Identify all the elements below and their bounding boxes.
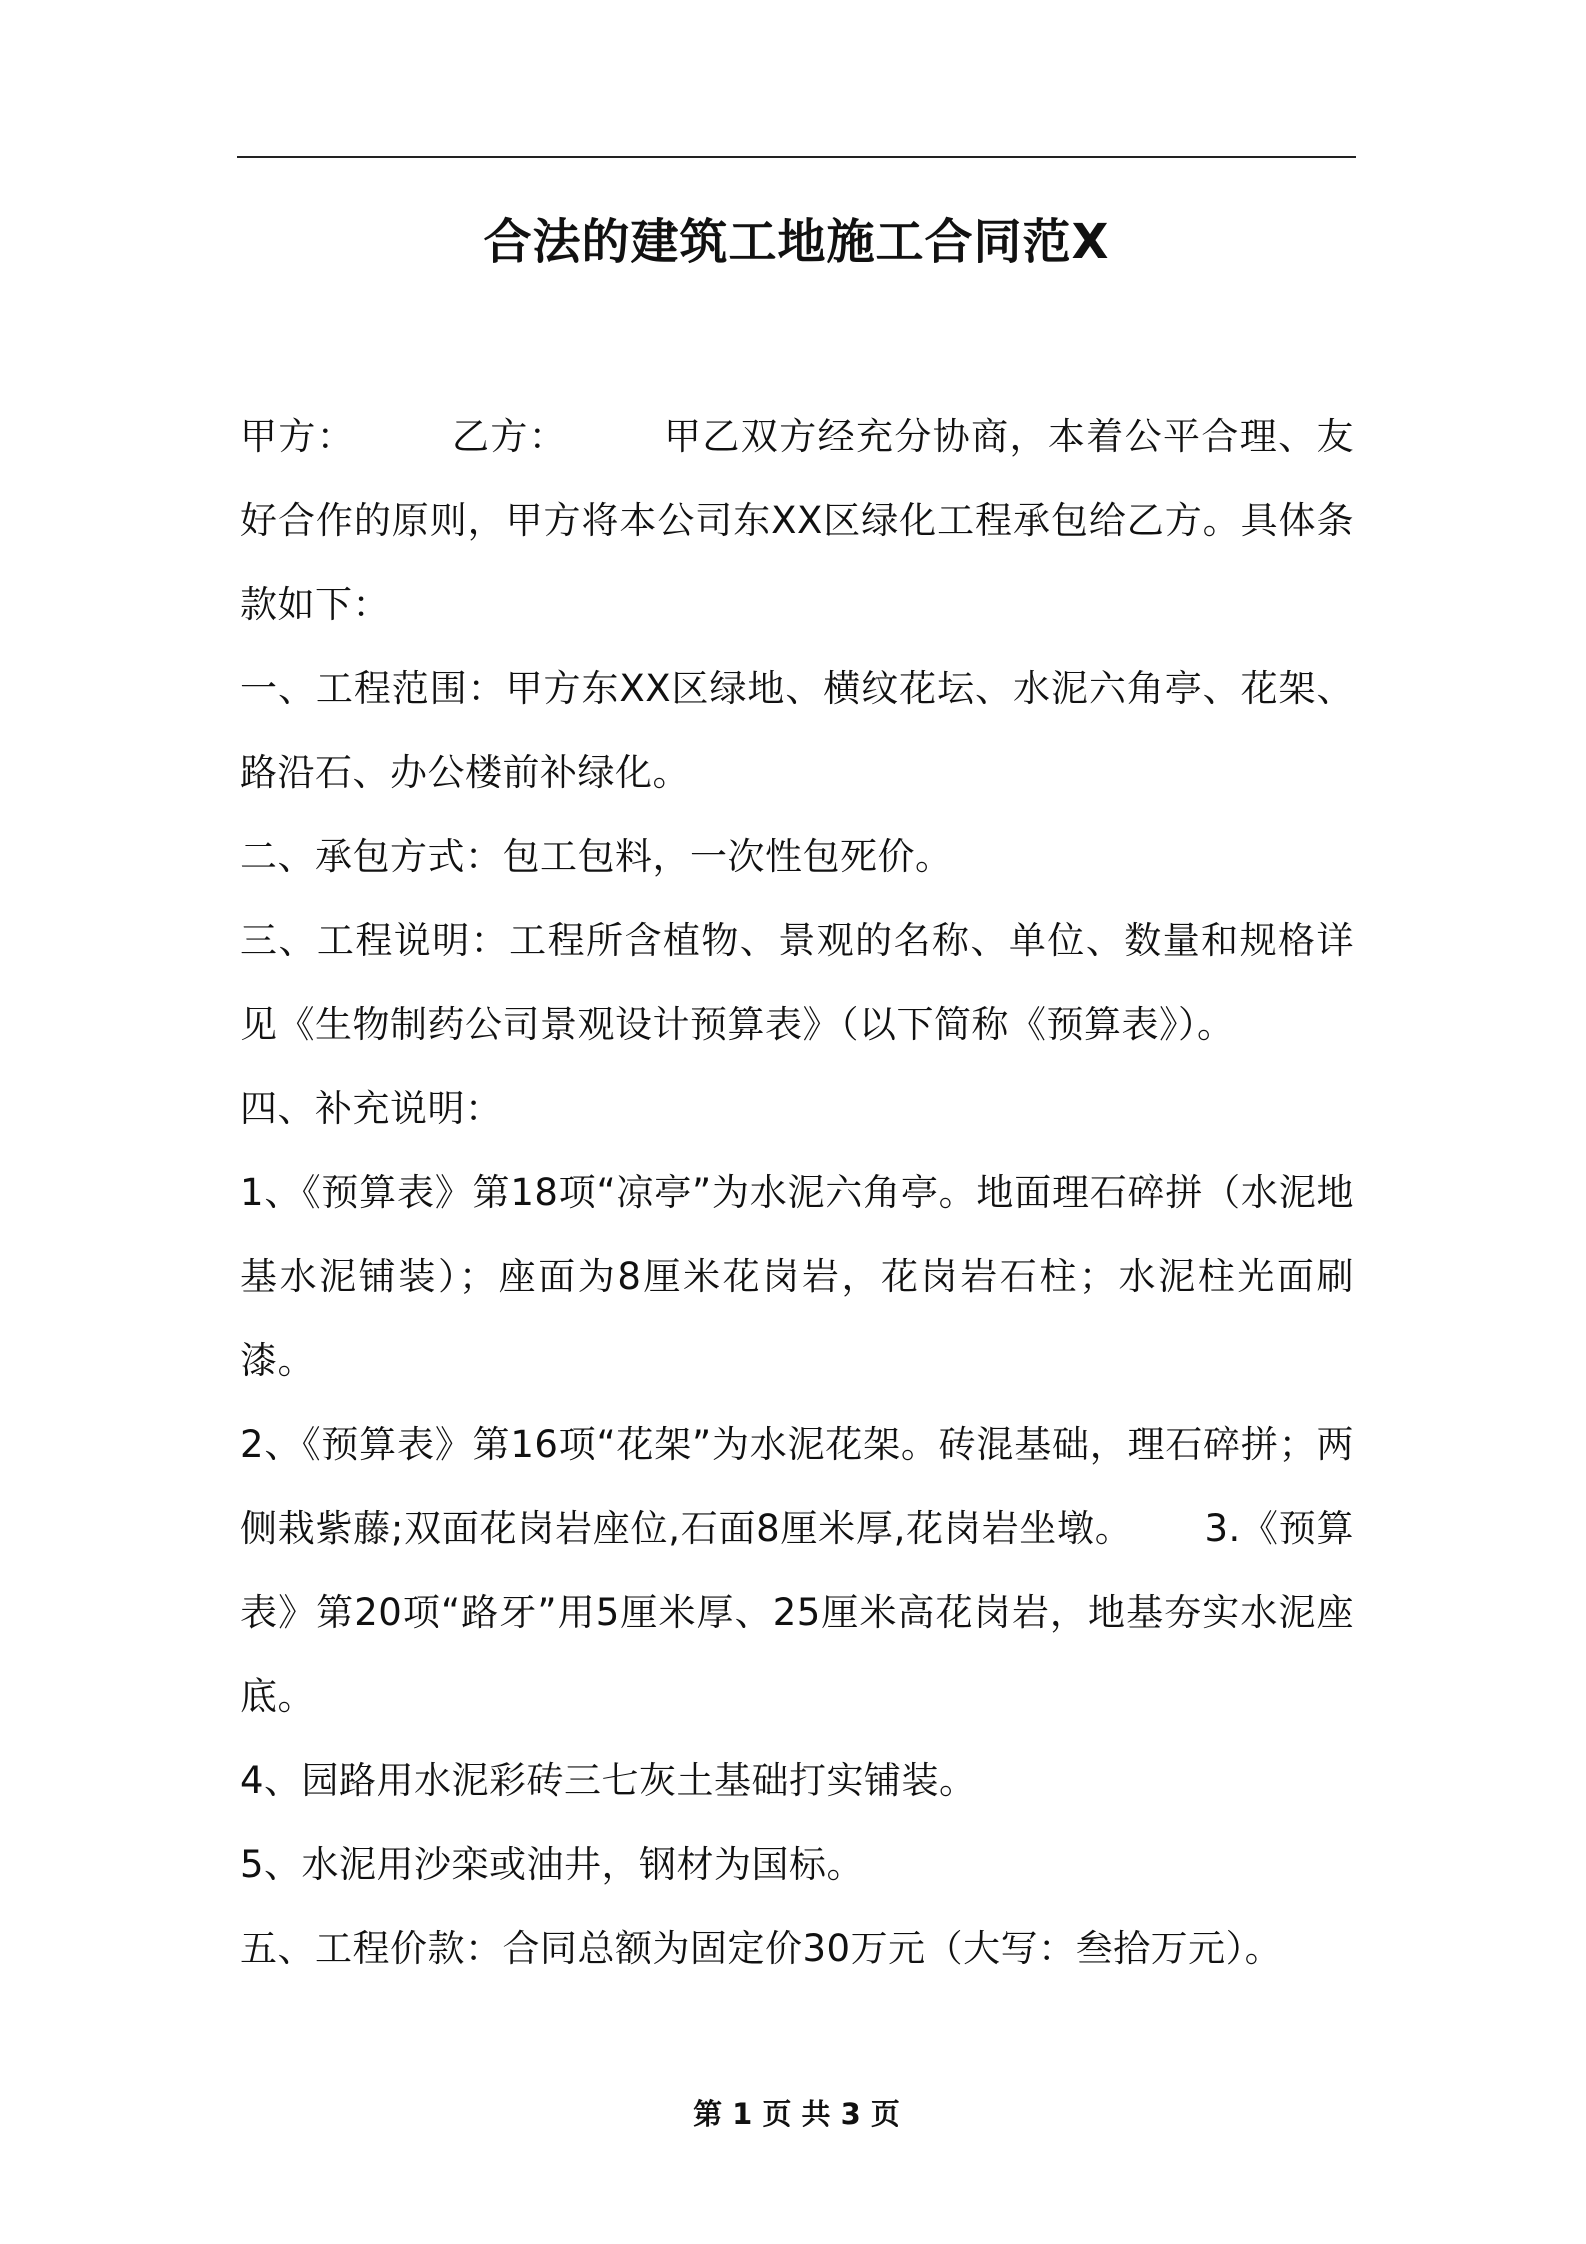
- header-rule: [237, 156, 1356, 158]
- supplementary-item-2-3: [240, 1403, 1354, 1739]
- intro-text: 甲乙双方经充分协商，本着公平合理、友好合作的原则，甲方将本公司东XX区绿化工程承包给乙方。具体条款如下：: [240, 415, 1355, 626]
- section-contract-mode: 二、承包方式：包工包料，一次性包死价。: [240, 835, 953, 878]
- supplementary-item: 4、园路用水泥彩砖三七灰土基础打实铺装。: [240, 1759, 977, 1802]
- page-number: 第 1 页 共 3 页: [693, 2097, 900, 2131]
- opening-paragraph: [240, 395, 1354, 647]
- document-title: 合法的建筑工地施工合同范Ⅹ: [483, 214, 1110, 270]
- section-price: 五、工程价款：合同总额为固定价30万元（大写：叁拾万元）。: [240, 1927, 1283, 1970]
- section-project-description: 三、工程说明：工程所含植物、景观的名称、单位、数量和规格详见《生物制药公司景观设计预算表》（以下简称《预算表》）。: [240, 919, 1354, 1046]
- supplementary-item: 5、水泥用沙栾或油井，钢材为国标。: [240, 1843, 865, 1886]
- supplementary-item: 2、《预算表》第16项“花架”为水泥花架。砖混基础，理石碎拼；两侧栽紫藤;双面花岗岩座位,石面8厘米厚,花岗岩坐墩。: [240, 1423, 1354, 1550]
- supplementary-item: 3.《预算表》第20项“路牙”用5厘米厚、25厘米高花岗岩，地基夯实水泥座底。: [240, 1507, 1354, 1718]
- supplementary-item: 1、《预算表》第18项“凉亭”为水泥六角亭。地面理石碎拼（水泥地基水泥铺装）；座面为8厘米花岗岩，花岗岩石柱；水泥柱光面刷漆。: [240, 1171, 1354, 1382]
- section-scope: 一、工程范围：甲方东XX区绿地、横纹花坛、水泥六角亭、花架、路沿石、办公楼前补绿化。: [240, 667, 1354, 794]
- party-a-label: 甲方：: [240, 415, 356, 458]
- party-b-label: 乙方：: [451, 415, 568, 458]
- section-supplementary: 四、补充说明：: [240, 1087, 503, 1130]
- document-body: [240, 395, 1354, 1991]
